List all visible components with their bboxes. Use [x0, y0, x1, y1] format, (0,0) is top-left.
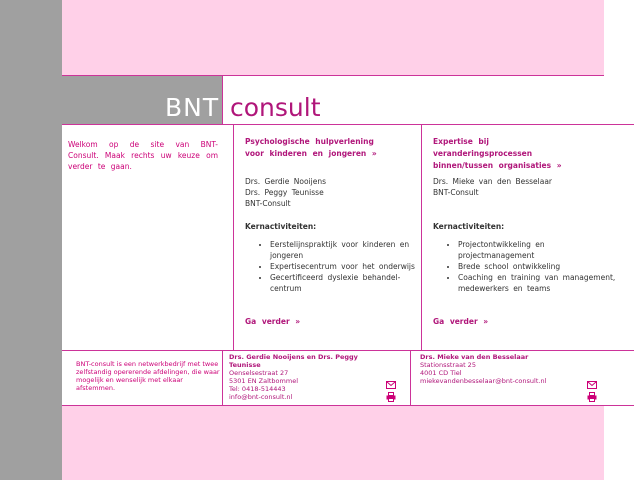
- printer-icon[interactable]: [587, 392, 597, 402]
- list-item: • Coaching en training van management, medewerkers en teams: [458, 272, 620, 294]
- address-street: Stationsstraat 25: [420, 361, 476, 369]
- divider-line: [222, 76, 223, 124]
- envelope-icon[interactable]: [587, 381, 597, 389]
- column2-title-link[interactable]: Expertise bij veranderingsprocessen binnen/tussen organisaties »: [433, 137, 562, 170]
- column1-activities-list: [256, 239, 422, 294]
- footer-contact1-address: [229, 369, 298, 401]
- contact2-email-link[interactable]: miekevandenbesselaar@bnt-consult.nl: [420, 377, 547, 385]
- header-pink-band: [62, 0, 604, 75]
- column1-more-link[interactable]: Ga verder »: [245, 317, 301, 326]
- column2-activities-label: Kernactiviteiten:: [433, 222, 505, 231]
- envelope-icon[interactable]: [386, 381, 396, 389]
- list-item: • Brede school ontwikkeling: [458, 261, 620, 272]
- name-line: Drs. Peggy Teunisse: [245, 188, 324, 197]
- name-line: BNT-Consult: [433, 188, 479, 197]
- left-gray-band: [0, 0, 62, 480]
- divider-line: [62, 350, 634, 351]
- logo-consult-text: consult: [230, 93, 321, 122]
- column2-names: [433, 176, 603, 198]
- footer-contact1-name: Drs. Gerdie Nooijens en Drs. Peggy Teunisse: [229, 353, 358, 369]
- column1-names: [245, 176, 405, 209]
- divider-line: [62, 75, 604, 76]
- footer-contact2-name: Drs. Mieke van den Besselaar: [420, 353, 529, 361]
- divider-line: [62, 124, 634, 125]
- logo-bnt-text: BNT: [165, 93, 220, 122]
- list-item: • Expertisecentrum voor het onderwijs: [270, 261, 422, 272]
- contact1-email-link[interactable]: info@bnt-consult.nl: [229, 393, 293, 401]
- list-item: • Gecertificeerd dyslexie behandel-centrum: [270, 272, 422, 294]
- address-city: 5301 EN Zaltbommel: [229, 377, 299, 385]
- divider-line: [222, 351, 223, 405]
- column1-activities-label: Kernactiviteiten:: [245, 222, 317, 231]
- list-item: • Eerstelijnspraktijk voor kinderen en jongeren: [270, 239, 422, 261]
- address-city: 4001 CD Tiel: [420, 369, 462, 377]
- name-line: Drs. Gerdie Nooijens: [245, 177, 326, 186]
- printer-icon[interactable]: [386, 392, 396, 402]
- address-street: Oenselsestraat 27: [229, 369, 289, 377]
- footer-contact2-address: [420, 361, 546, 385]
- divider-line: [233, 125, 234, 351]
- name-line: Drs. Mieke van den Besselaar: [433, 177, 553, 186]
- divider-line: [410, 351, 411, 405]
- column1-title-link[interactable]: Psychologische hulpverlening voor kinderen en jongeren »: [245, 137, 377, 158]
- name-line: BNT-Consult: [245, 199, 291, 208]
- divider-line: [421, 125, 422, 351]
- list-item: • Projectontwikkeling en projectmanagement: [458, 239, 620, 261]
- column2-more-link[interactable]: Ga verder »: [433, 317, 489, 326]
- address-phone: Tel: 0418-514443: [229, 385, 286, 393]
- footer-about-text: BNT-consult is een netwerkbedrijf met twee zelfstandig opererende afdelingen, die waar mogelijk en wenselijk met elkaar afstemmen.: [76, 360, 220, 392]
- welcome-text: Welkom op de site van BNT-Consult. Maak rechts uw keuze om verder te gaan.: [68, 140, 218, 171]
- column2-activities-list: [444, 239, 620, 294]
- divider-line: [62, 405, 634, 406]
